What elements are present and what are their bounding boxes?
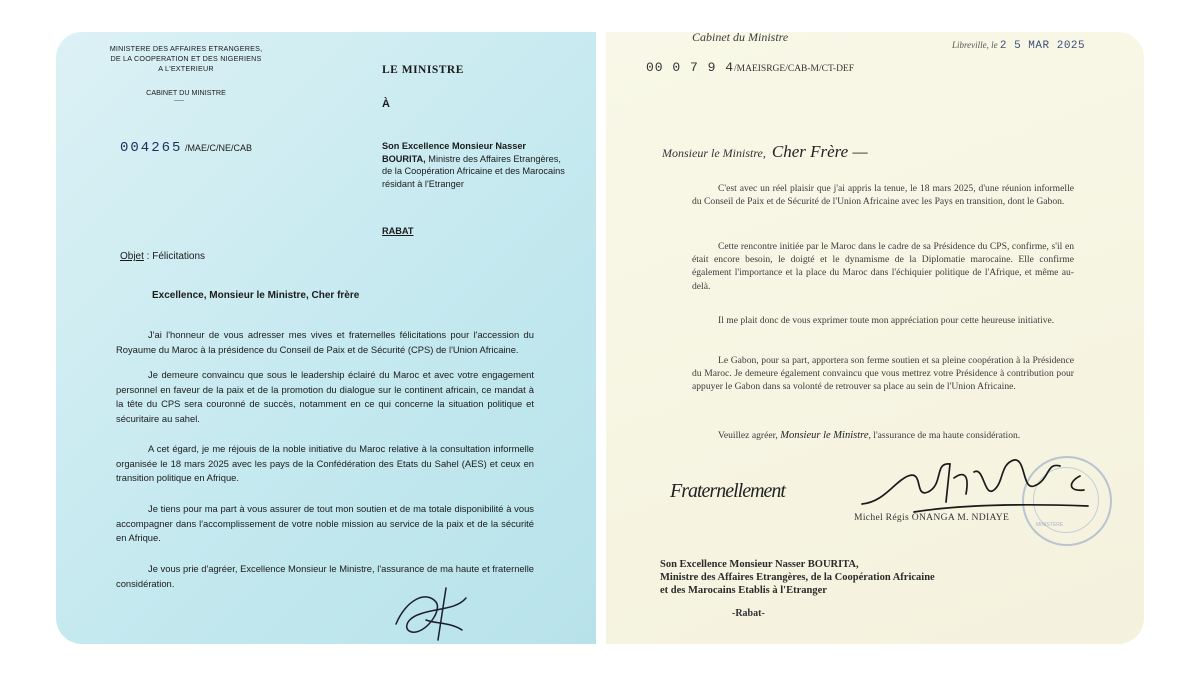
closing-formula: Veuillez agréer, Monsieur le Ministre, l'assurance de ma haute considération.: [718, 430, 1021, 441]
cabinet-dash: --------------: [174, 98, 184, 104]
greeting-text: Monsieur le Ministre,: [662, 146, 766, 160]
addressee-name: Son Excellence Monsieur Nasser BOURITA,: [382, 141, 526, 164]
paragraph-3: A cet égard, je me réjouis de la noble initiative du Maroc relative à la consultation informelle organisée le 18 mars 2025 avec les pays de la Confédération des Etats du Sahel (AES) et ceux en transition politique en Afrique.: [116, 443, 534, 483]
fraternally-handwritten: Fraternellement: [670, 480, 785, 502]
paragraph-2: Cette rencontre initiée par le Maroc dans le cadre de sa Présidence du CPS, confirme, s'il en était encore besoin, le doigté et le dynamisme de la Diplomatie marocaine. Elle confirme également l'importance et la place du Maroc dans l'échiquier politique de l'Afrique, et même au-delà.: [692, 241, 1074, 292]
recipient-block: Son Excellence Monsieur Nasser BOURITA, Ministre des Affaires Etrangères, de la Coopération Africaine et des Marocains Etablis à l'Etranger: [660, 559, 935, 596]
signer-name: Michel Régis ONANGA M. NDIAYE: [854, 512, 1010, 523]
reference-number: [646, 60, 854, 75]
right-letter: [606, 32, 1144, 644]
subject-label: Objet: [120, 251, 144, 262]
city: -Rabat-: [732, 608, 765, 619]
addressee-title: Ministre des Affaires Etrangères, de la Coopération Africaine et des Marocains résidant à l'Etranger: [382, 153, 565, 189]
ref-suffix: /MAEISRGE/CAB-M/CT-DEF: [734, 64, 855, 74]
paragraph-1: C'est avec un réel plaisir que j'ai appris la tenue, le 18 mars 2025, d'une réunion informelle du Conseil de Paix et de Sécurité de l'Union Africaine avec les Pays en transition, dont le Gabon.: [692, 183, 1074, 208]
paragraph-4: Le Gabon, pour sa part, apportera son ferme soutien et sa pleine coopération à la Présidence du Maroc. Je demeure également convaincu que vous mettrez votre Présidence à contribution pour appuyer le Gabon dans sa volonté de retrouver sa place au sein de l'Union Africaine.: [692, 355, 1074, 393]
date-stamp: 2 5 MAR 2025: [999, 40, 1086, 52]
cabinet-label: CABINET DU MINISTRE: [146, 88, 226, 97]
city: RABAT: [382, 226, 414, 236]
paragraph-1: J'ai l'honneur de vous adresser mes vives et fraternelles félicitations pour l'accession du Royaume du Maroc à la présidence du Conseil de Paix et de Sécurité (CPS) de l'Union Africaine.: [116, 329, 534, 355]
subject-line: [120, 251, 205, 262]
ref-number: 00 0 7 9 4: [646, 60, 735, 75]
date-prefix: Libreville, le: [952, 40, 998, 50]
greeting-handwritten: Cher Frère —: [771, 142, 868, 161]
subject-value: : Félicitations: [143, 251, 206, 262]
paragraph-2: Je demeure convaincu que sous le leadership éclairé du Maroc et avec votre engagement personnel en faveur de la paix et de la promotion du dialogue sur le continent africain, ce mandat à la tête du CPS sera couronné de succès, notamment en ce qui concerne la situation politique et sécuritaire au sahel.: [116, 369, 534, 424]
cabinet-label: Cabinet du Ministre: [692, 32, 789, 44]
seal-text: MINISTERE: [1036, 522, 1064, 528]
reference-number: [120, 140, 252, 156]
left-letter: [56, 32, 596, 644]
ministry-header: MINISTERE DES AFFAIRES ETRANGERES, DE LA COOPERATION ET DES NIGERIENS A L'EXTERIEUR: [109, 44, 263, 73]
greeting: [662, 142, 868, 162]
addressee: [382, 140, 572, 190]
date-line: [952, 40, 1085, 52]
closing-handwritten: Monsieur le Ministre: [780, 430, 869, 441]
salutation: Excellence, Monsieur le Ministre, Cher frère: [152, 290, 360, 301]
paragraph-4: Je tiens pour ma part à vous assurer de tout mon soutien et de ma totale disponibilité à vous accompagner dans l'accomplissement de votre noble mission au service de la paix et de la sécurité en Afrique.: [116, 503, 534, 543]
paragraph-3: Il me plait donc de vous exprimer toute mon appréciation pour cette heureuse initiative.: [718, 315, 1055, 326]
signature-left: [376, 580, 486, 644]
ref-suffix: /MAE/C/NE/CAB: [184, 143, 252, 153]
paragraph-5: Je vous prie d'agréer, Excellence Monsieur le Ministre, l'assurance de ma haute et fraternelle considération.: [116, 563, 534, 589]
to-label: À: [382, 98, 390, 110]
ref-number: 004265: [120, 140, 183, 156]
minister-heading: LE MINISTRE: [382, 64, 464, 76]
